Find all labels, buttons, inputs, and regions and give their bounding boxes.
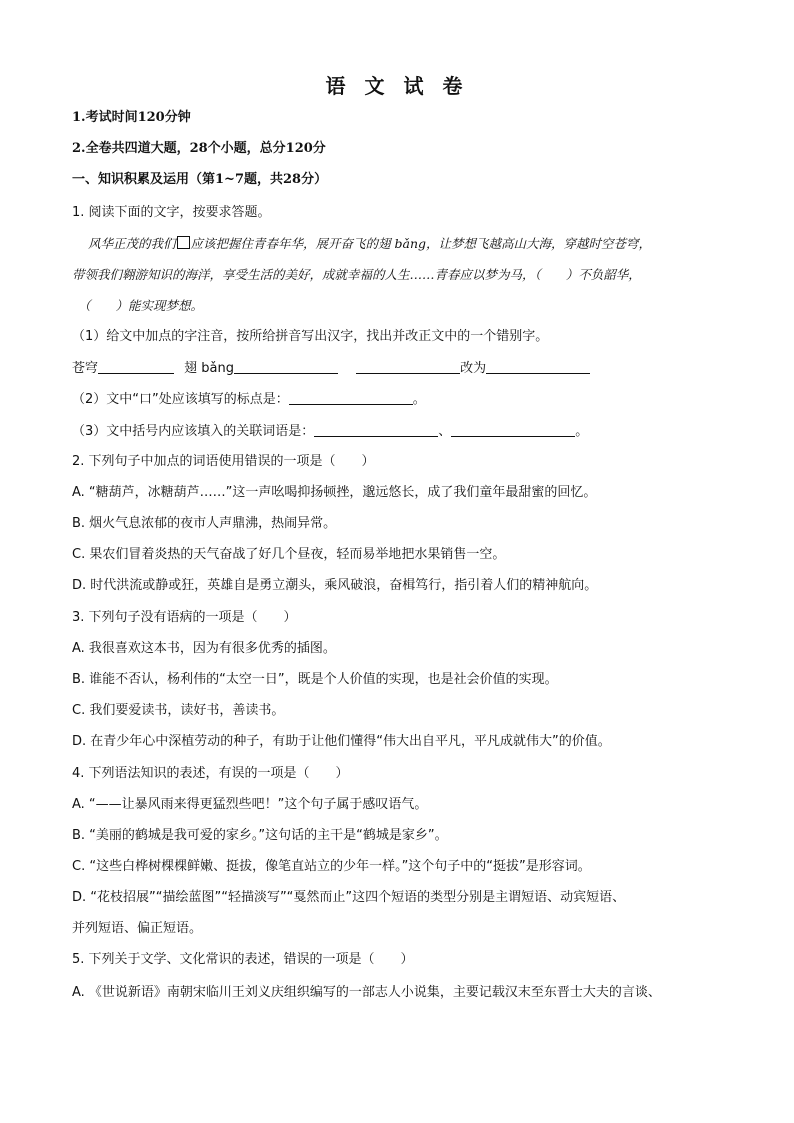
word-gaiwei: 改为 [460,361,487,376]
word-chibang: 翅 bǎng [184,361,234,376]
q1-sub3-text: （3）文中括号内应该填入的关联词语是： [72,424,315,439]
answer-blank-2[interactable] [234,359,338,374]
q1-passage1-a: 风华正茂的我们 [88,236,176,251]
q1-sub2-end: 。 [412,392,426,407]
section-heading: 一、知识积累及运用（第1~7题，共28分） [72,172,328,187]
punctuation-blank-box [177,236,190,249]
q1-sub2-mark: 口 [139,392,153,407]
answer-blank-5[interactable] [289,390,413,405]
q4-option-a: A. “——让暴风雨来得更猛烈些吧！”这个句子属于感叹语气。 [72,797,428,812]
q1-sub3 [72,422,588,442]
q1-passage-line2: 带领我们翱游知识的海洋，享受生活的美好，成就幸福的人生……青春应以梦为马，（ ）不负韶华， [72,267,641,282]
answer-blank-3[interactable] [356,359,460,374]
q2-option-b: B. 烟火气息浓郁的夜市人声鼎沸，热闹异常。 [72,516,337,531]
q1-sub3-end: 。 [575,424,589,439]
q2-option-a: A. “糖葫芦，冰糖葫芦……”这一声吆喝抑扬顿挫，邈远悠长，成了我们童年最甜蜜的回忆。 [72,485,597,500]
q1-sub1-answers [72,359,590,379]
q4-option-d-line1: D. “花枝招展”“描绘蓝图”“轻描淡写”“戛然而止”这四个短语的类型分别是主谓短语、动宾短语、 [72,890,626,905]
q5-stem: 5. 下列关于文学、文化常识的表述，错误的一项是（ ） [72,952,414,967]
q2-stem: 2. 下列句子中加点的词语使用错误的一项是（ ） [72,454,375,469]
q1-sub3-mid: 、 [438,424,452,439]
q1-sub1: （1）给文中加点的字注音，按所给拼音写出汉字，找出并改正文中的一个错别字。 [72,329,549,344]
word-cangqiong: 苍穹 [72,361,99,376]
q3-option-c: C. 我们要爱读书，读好书，善读书。 [72,703,285,718]
q1-sub2-text-c: ”处应该填写的标点是： [152,392,289,407]
q4-option-b: B. “美丽的鹤城是我可爱的家乡。”这句话的主干是“鹤城是家乡”。 [72,828,448,843]
q1-sub2-text-a: （2）文中“ [72,392,140,407]
q3-option-a: A. 我很喜欢这本书，因为有很多优秀的插图。 [72,641,336,656]
q2-option-c: C. 果农们冒着炎热的天气奋战了好几个昼夜，轻而易举地把水果销售一空。 [72,547,506,562]
q3-option-d: D. 在青少年心中深植劳动的种子，有助于让他们懂得“伟大出自平凡，平凡成就伟大”的价值。 [72,734,611,749]
exam-title: 语 文 试 卷 [325,74,469,98]
note-time: 1.考试时间120分钟 [72,110,191,125]
q3-option-b: B. 谁能不否认，杨利伟的“太空一日”，既是个人价值的实现，也是社会价值的实现。 [72,672,558,687]
q3-stem: 3. 下列句子没有语病的一项是（ ） [72,610,297,625]
q5-option-a: A. 《世说新语》南朝宋临川王刘义庆组织编写的一部志人小说集，主要记载汉末至东晋士大夫的言谈、 [72,985,661,1000]
q4-option-c: C. “这些白桦树棵棵鲜嫩、挺拔，像笔直站立的少年一样。”这个句子中的“挺拔”是形容词。 [72,859,591,874]
note-total: 2.全卷共四道大题，28个小题，总分120分 [72,141,326,156]
q1-stem: 1. 阅读下面的文字，按要求答题。 [72,205,271,220]
q1-passage-line3: （ ）能实现梦想。 [78,298,204,313]
q4-stem: 4. 下列语法知识的表述，有误的一项是（ ） [72,766,349,781]
answer-blank-7[interactable] [451,422,575,437]
q2-option-d: D. 时代洪流或静或狂，英雄自是勇立潮头，乘风破浪，奋楫笃行，指引着人们的精神航向。 [72,578,598,593]
q1-passage-line1 [88,234,651,254]
answer-blank-1[interactable] [98,359,174,374]
q1-sub2 [72,390,426,410]
q1-passage1-b: 应该把握住青春年华，展开奋飞的翅 bǎng，让梦想飞越高山大海，穿越时空苍穹， [190,236,651,251]
answer-blank-6[interactable] [314,422,438,437]
answer-blank-4[interactable] [486,359,590,374]
q4-option-d-line2: 并列短语、偏正短语。 [72,921,203,936]
